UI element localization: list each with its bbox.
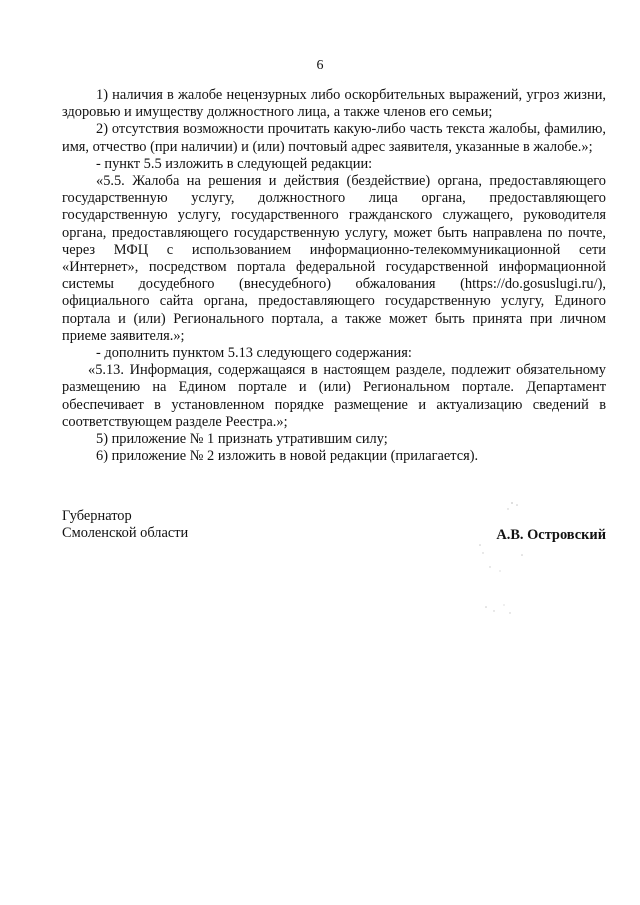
signatory-name: А.В. Островский (496, 527, 606, 543)
paragraph-item-3: - пункт 5.5 изложить в следующей редакции: (96, 155, 373, 172)
paragraph-item-7: 5) приложение № 1 признать утратившим силу; (96, 431, 388, 448)
signatory-title-line-1: Губернатор (62, 508, 132, 524)
document-body (62, 87, 606, 465)
paragraph-item-8: 6) приложение № 2 изложить в новой редакции (прилагается). (96, 448, 479, 465)
faint-stamp-marks (470, 495, 550, 625)
page-number: 6 (316, 58, 324, 73)
paragraph-item-6: «5.13. Информация, содержащаяся в настоящем разделе, подлежит обязательному размещению на Едином портале и (или) Региональном портале. Департамент обеспечивает в установленном порядке размещение и актуализацию сведений в соответствующем разделе Реестра.»; (62, 362, 606, 430)
paragraph-item-4: «5.5. Жалоба на решения и действия (бездействие) органа, предоставляющего государственную услугу, должностного лица органа, предоставляющего государственную услугу, государственного гражданского служащего, руководителя органа, предоставляющего государственную услугу, может быть направлена по почте, через МФЦ с использованием информационно-телекоммуникационной сети «Интернет», посредством портала федеральной государственной информационной системы досудебного (внесудебного) обжалования (https://do.gosuslugi.ru/), официального сайта органа, предоставляющего государственную услугу, Единого портала и (или) Регионального портала, а также может быть принята при личном приеме заявителя.»; (62, 173, 606, 344)
signatory-title (62, 508, 362, 542)
signatory-title-line-2: Смоленской области (62, 525, 189, 542)
paragraph-item-5: - дополнить пунктом 5.13 следующего содержания: (96, 345, 412, 362)
paragraph-item-1: 1) наличия в жалобе нецензурных либо оскорбительных выражений, угроз жизни, здоровью и имуществу должностного лица, а также членов его семьи; (62, 87, 606, 121)
paragraph-item-2: 2) отсутствия возможности прочитать какую-либо часть текста жалобы, фамилию, имя, отчество (при наличии) и (или) почтовый адрес заявителя, указанные в жалобе.»; (62, 121, 606, 155)
